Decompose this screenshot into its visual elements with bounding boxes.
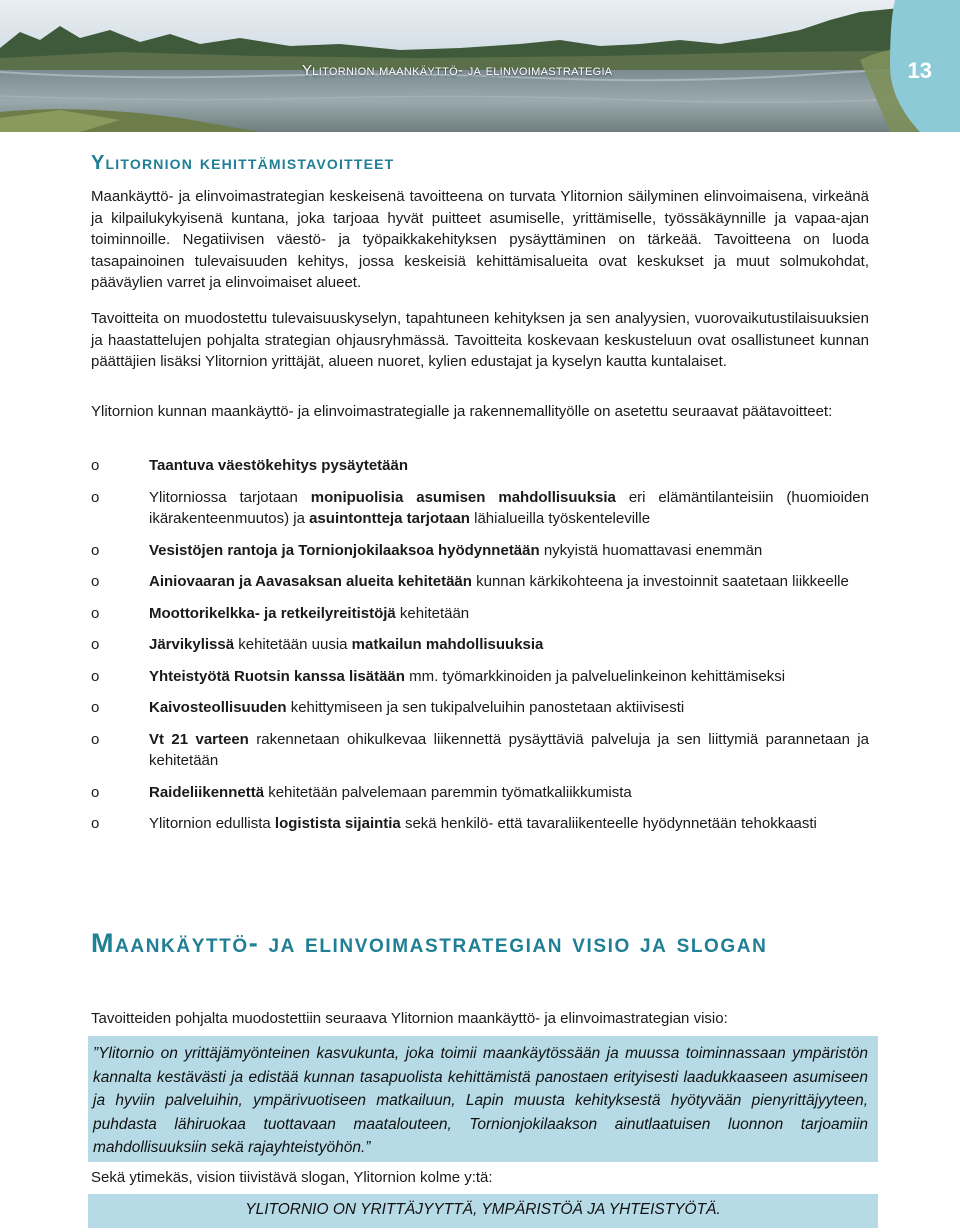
vision-quote-box: ”Ylitornio on yrittäjämyönteinen kasvukunta, joka toimii maankäytössään ja muussa toiminnassaan ympäristön kannalta kestävästi ja edistää kunnan tasapuolista kehittämistä panostaen erityisesti laadukkaaseen asumiseen ja hyviin palveluihin, ympärivuotiseen matkailuun, Lapin muusta kehityksestä hyötyvään pienyrittäjyyteen, puhdasta lähiruokaa tuottavaan maatalouteen, Tornionjokilaakson ainutlaatuisen luonnon tarjoamiin mahdollisuuksiin sekä rajayhteistyöhön.” bbox=[88, 1036, 878, 1162]
page-number: 13 bbox=[907, 58, 932, 83]
list-item: o Ylitornion edullista logistista sijaintia sekä henkilö- että tavaraliikenteelle hyödynnetään tehokkaasti bbox=[91, 813, 869, 835]
list-item: o Taantuva väestökehitys pysäytetään bbox=[91, 455, 869, 477]
bullet-icon: o bbox=[91, 699, 100, 716]
bullet-icon: o bbox=[91, 573, 100, 590]
paragraph-vision-intro: Tavoitteiden pohjalta muodostettiin seuraava Ylitornion maankäyttö- ja elinvoimastrategian visio: bbox=[91, 1010, 728, 1027]
bullet-icon: o bbox=[91, 604, 100, 622]
section-heading-vision: Maankäyttö- ja elinvoimastrategian visio ja slogan bbox=[91, 928, 768, 958]
bullet-icon: o bbox=[91, 488, 100, 506]
bullet-icon: o bbox=[91, 815, 100, 832]
paragraph-goals-method: Tavoitteita on muodostettu tulevaisuuskyselyn, tapahtuneen kehityksen ja sen analyysien, vuorovaikutustilaisuuksien ja haastattelujen pohjalta strategian ohjausryhmässä. Tavoitteita koskevaan keskusteluun ovat osallistuneet kunnan päättäjien lisäksi Ylitornion yrittäjät, alueen nuoret, kylien edustajat ja kyselyn kautta kuntalaiset. bbox=[91, 310, 869, 370]
bullet-icon: o bbox=[91, 730, 100, 748]
goals-list bbox=[91, 455, 869, 845]
paragraph-goals-lead: Ylitornion kunnan maankäyttö- ja elinvoimastrategialle ja rakennemallityölle on asetettu seuraavat päätavoitteet: bbox=[91, 403, 833, 420]
bullet-icon: o bbox=[91, 541, 100, 559]
list-item: o Ylitorniossa tarjotaan monipuolisia asumisen mahdollisuuksia eri elämäntilanteisiin (huomioiden ikärakenteenmuutos) ja asuintontteja tarjotaan lähialueilla työskenteleville bbox=[91, 488, 869, 527]
bullet-icon: o bbox=[91, 636, 100, 653]
bullet-icon: o bbox=[91, 457, 100, 474]
list-item: o Yhteistyötä Ruotsin kanssa lisätään mm. työmarkkinoiden ja palveluelinkeinon kehittämiseksi bbox=[91, 666, 869, 688]
list-item: o Vesistöjen rantoja ja Tornionjokilaaksoa hyödynnetään nykyistä huomattavasi enemmän bbox=[91, 540, 869, 562]
header-banner bbox=[0, 0, 960, 132]
paragraph-goals-intro: Maankäyttö- ja elinvoimastrategian keskeisenä tavoitteena on turvata Ylitornion säilyminen elinvoimaisena, virkeänä ja kilpailukykyisenä kuntana, joka tarjoaa hyvät puitteet asumiselle, yrittämiselle, työssäkäynnille ja vapaa-ajan toiminnoille. Negatiivisen väestö- ja työpaikkakehityksen pysäyttäminen on tärkeää. Tavoitteena on luoda tasapainoinen tulevaisuuden kehitys, jossa keskeisiä kehittämisalueita ovat keskukset ja muut solmukohdat, pääväylien varret ja elinvoimaiset alueet. bbox=[91, 188, 869, 291]
list-item: o Kaivosteollisuuden kehittymiseen ja sen tukipalveluihin panostetaan aktiivisesti bbox=[91, 697, 869, 719]
list-item: o Raideliikennettä kehitetään palvelemaan paremmin työmatkaliikkumista bbox=[91, 782, 869, 804]
list-item: o Järvikylissä kehitetään uusia matkailun mahdollisuuksia bbox=[91, 634, 869, 656]
document-running-title: Ylitornion maankäyttö- ja elinvoimastrategia bbox=[302, 62, 613, 79]
bullet-icon: o bbox=[91, 783, 100, 801]
list-item: o Vt 21 varteen rakennetaan ohikulkevaa liikennettä pysäyttäviä palveluja ja sen liittymiä parannetaan ja kehitetään bbox=[91, 730, 869, 769]
section-heading-goals: Ylitornion kehittämistavoitteet bbox=[91, 152, 395, 174]
paragraph-slogan-intro: Sekä ytimekäs, vision tiivistävä slogan, Ylitornion kolme y:tä: bbox=[91, 1169, 493, 1186]
bullet-icon: o bbox=[91, 667, 100, 685]
slogan-box: YLITORNIO ON YRITTÄJYYTTÄ, YMPÄRISTÖÄ JA YHTEISTYÖTÄ. bbox=[88, 1194, 878, 1228]
list-item: o Ainiovaaran ja Aavasaksan alueita kehitetään kunnan kärkikohteena ja investoinnit saatetaan liikkeelle bbox=[91, 571, 869, 593]
list-item: o Moottorikelkka- ja retkeilyreitistöjä kehitetään bbox=[91, 603, 869, 625]
